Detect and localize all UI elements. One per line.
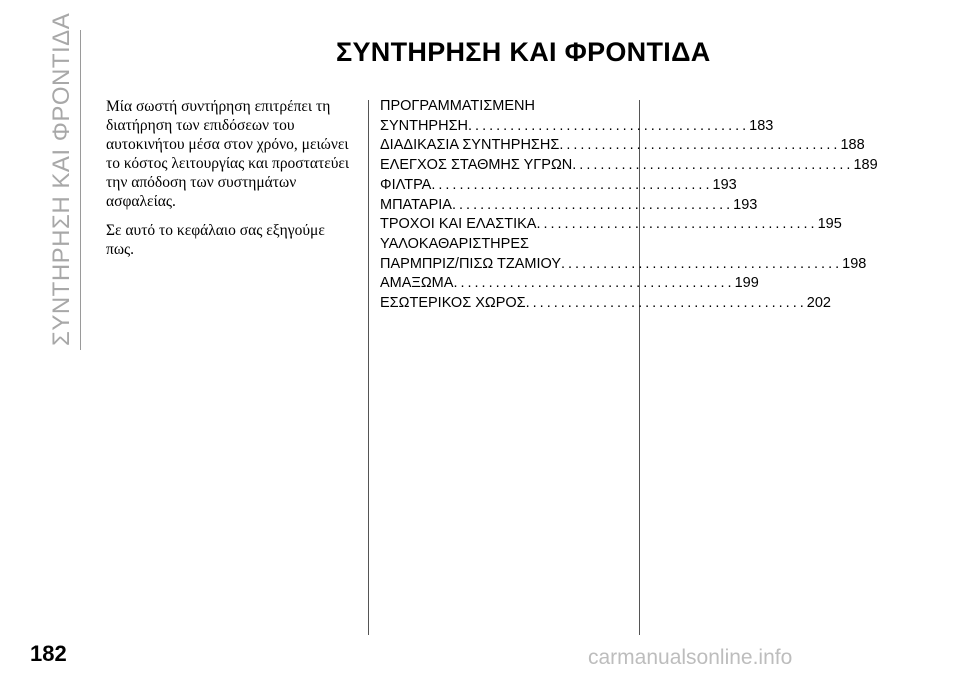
intro-text [106, 97, 354, 269]
side-rule [80, 30, 81, 350]
toc-entry-label: ΑΜΑΞΩΜΑ [380, 275, 454, 292]
toc-entry-label: ΦΙΛΤΡΑ [380, 176, 432, 193]
toc-entry-page: 198 [842, 255, 867, 272]
toc-entry-label: ΥΑΛΟΚΑΘΑΡΙΣΤΗΡΕΣ [380, 235, 529, 252]
toc-entry[interactable] [380, 136, 865, 156]
toc-entry[interactable] [380, 176, 737, 196]
toc-entry[interactable] [380, 117, 774, 137]
toc-entry[interactable] [380, 294, 831, 314]
toc-entry-page: 193 [733, 196, 758, 213]
page-title: ΣΥΝΤΗΡΗΣΗ ΚΑΙ ΦΡΟΝΤΙΔΑ [336, 37, 711, 67]
toc-entry-label: ΠΡΟΓΡΑΜΜΑΤΙΣΜΕΝΗ [380, 98, 535, 114]
toc-entry[interactable] [380, 97, 630, 117]
toc-entry-page: 199 [734, 275, 759, 292]
toc-entry-label: ΕΣΩΤΕΡΙΚΟΣ ΧΩΡΟΣ [380, 295, 526, 312]
toc-entry-label: ΔΙΑΔΙΚΑΣΙΑ ΣΥΝΤΗΡΗΣΗΣ [380, 137, 560, 154]
toc-entry-page: 189 [853, 157, 878, 174]
toc-entry-page: 193 [712, 176, 737, 193]
toc-entry[interactable] [380, 274, 759, 294]
watermark: carmanualsonline.info [588, 646, 793, 669]
toc-entry[interactable] [380, 156, 878, 176]
toc-leader-dots: ........................................ [468, 117, 750, 134]
column-divider-left [368, 100, 369, 635]
toc-entry-label: ΜΠΑΤΑΡΙΑ [380, 196, 452, 213]
toc-entry-page: 202 [806, 295, 831, 312]
toc-entry-label: ΣΥΝΤΗΡΗΣΗ [380, 117, 469, 134]
toc-entry-page: 195 [817, 216, 842, 233]
intro-paragraph-2: Σε αυτό το κεφάλαιο σας εξηγούμε πως. [106, 222, 325, 258]
toc-entry-label: ΕΛΕΓΧΟΣ ΣΤΑΘΜΗΣ ΥΓΡΩΝ [380, 157, 573, 174]
toc-entry-page: 183 [749, 117, 774, 134]
toc-leader-dots: ........................................ [536, 216, 818, 233]
toc-leader-dots: ........................................ [572, 157, 854, 174]
toc-leader-dots: ........................................ [453, 275, 735, 292]
intro-paragraph-1: Μία σωστή συντήρηση επιτρέπει τη διατήρηση των επιδόσεων του αυτοκινήτου μέσα στον χρόνο, μειώνει το κόστος λειτουργίας και προστατεύει την απόδοση των συστημάτων ασφαλείας. [106, 98, 350, 210]
toc-leader-dots: ........................................ [561, 255, 843, 272]
toc-leader-dots: ........................................ [559, 137, 841, 154]
toc-entry[interactable] [380, 235, 630, 255]
toc-entry-label: ΠΑΡΜΠΡΙΖ/ΠΙΣΩ ΤΖΑΜΙΟΥ [380, 255, 561, 272]
table-of-contents [380, 97, 878, 314]
page-number: 182 [30, 641, 67, 666]
toc-entry-page: 188 [840, 137, 865, 154]
toc-entry[interactable] [380, 196, 758, 216]
toc-leader-dots: ........................................ [451, 196, 734, 213]
toc-leader-dots: ........................................ [431, 176, 713, 193]
toc-leader-dots: ........................................ [525, 295, 807, 312]
toc-entry[interactable] [380, 215, 842, 235]
toc-entry[interactable] [380, 255, 867, 275]
toc-entry-label: ΤΡΟΧΟΙ ΚΑΙ ΕΛΑΣΤΙΚΑ [380, 216, 537, 233]
side-chapter-title: ΣΥΝΤΗΡΗΣΗ ΚΑΙ ΦΡΟΝΤΙΔΑ [48, 12, 75, 346]
